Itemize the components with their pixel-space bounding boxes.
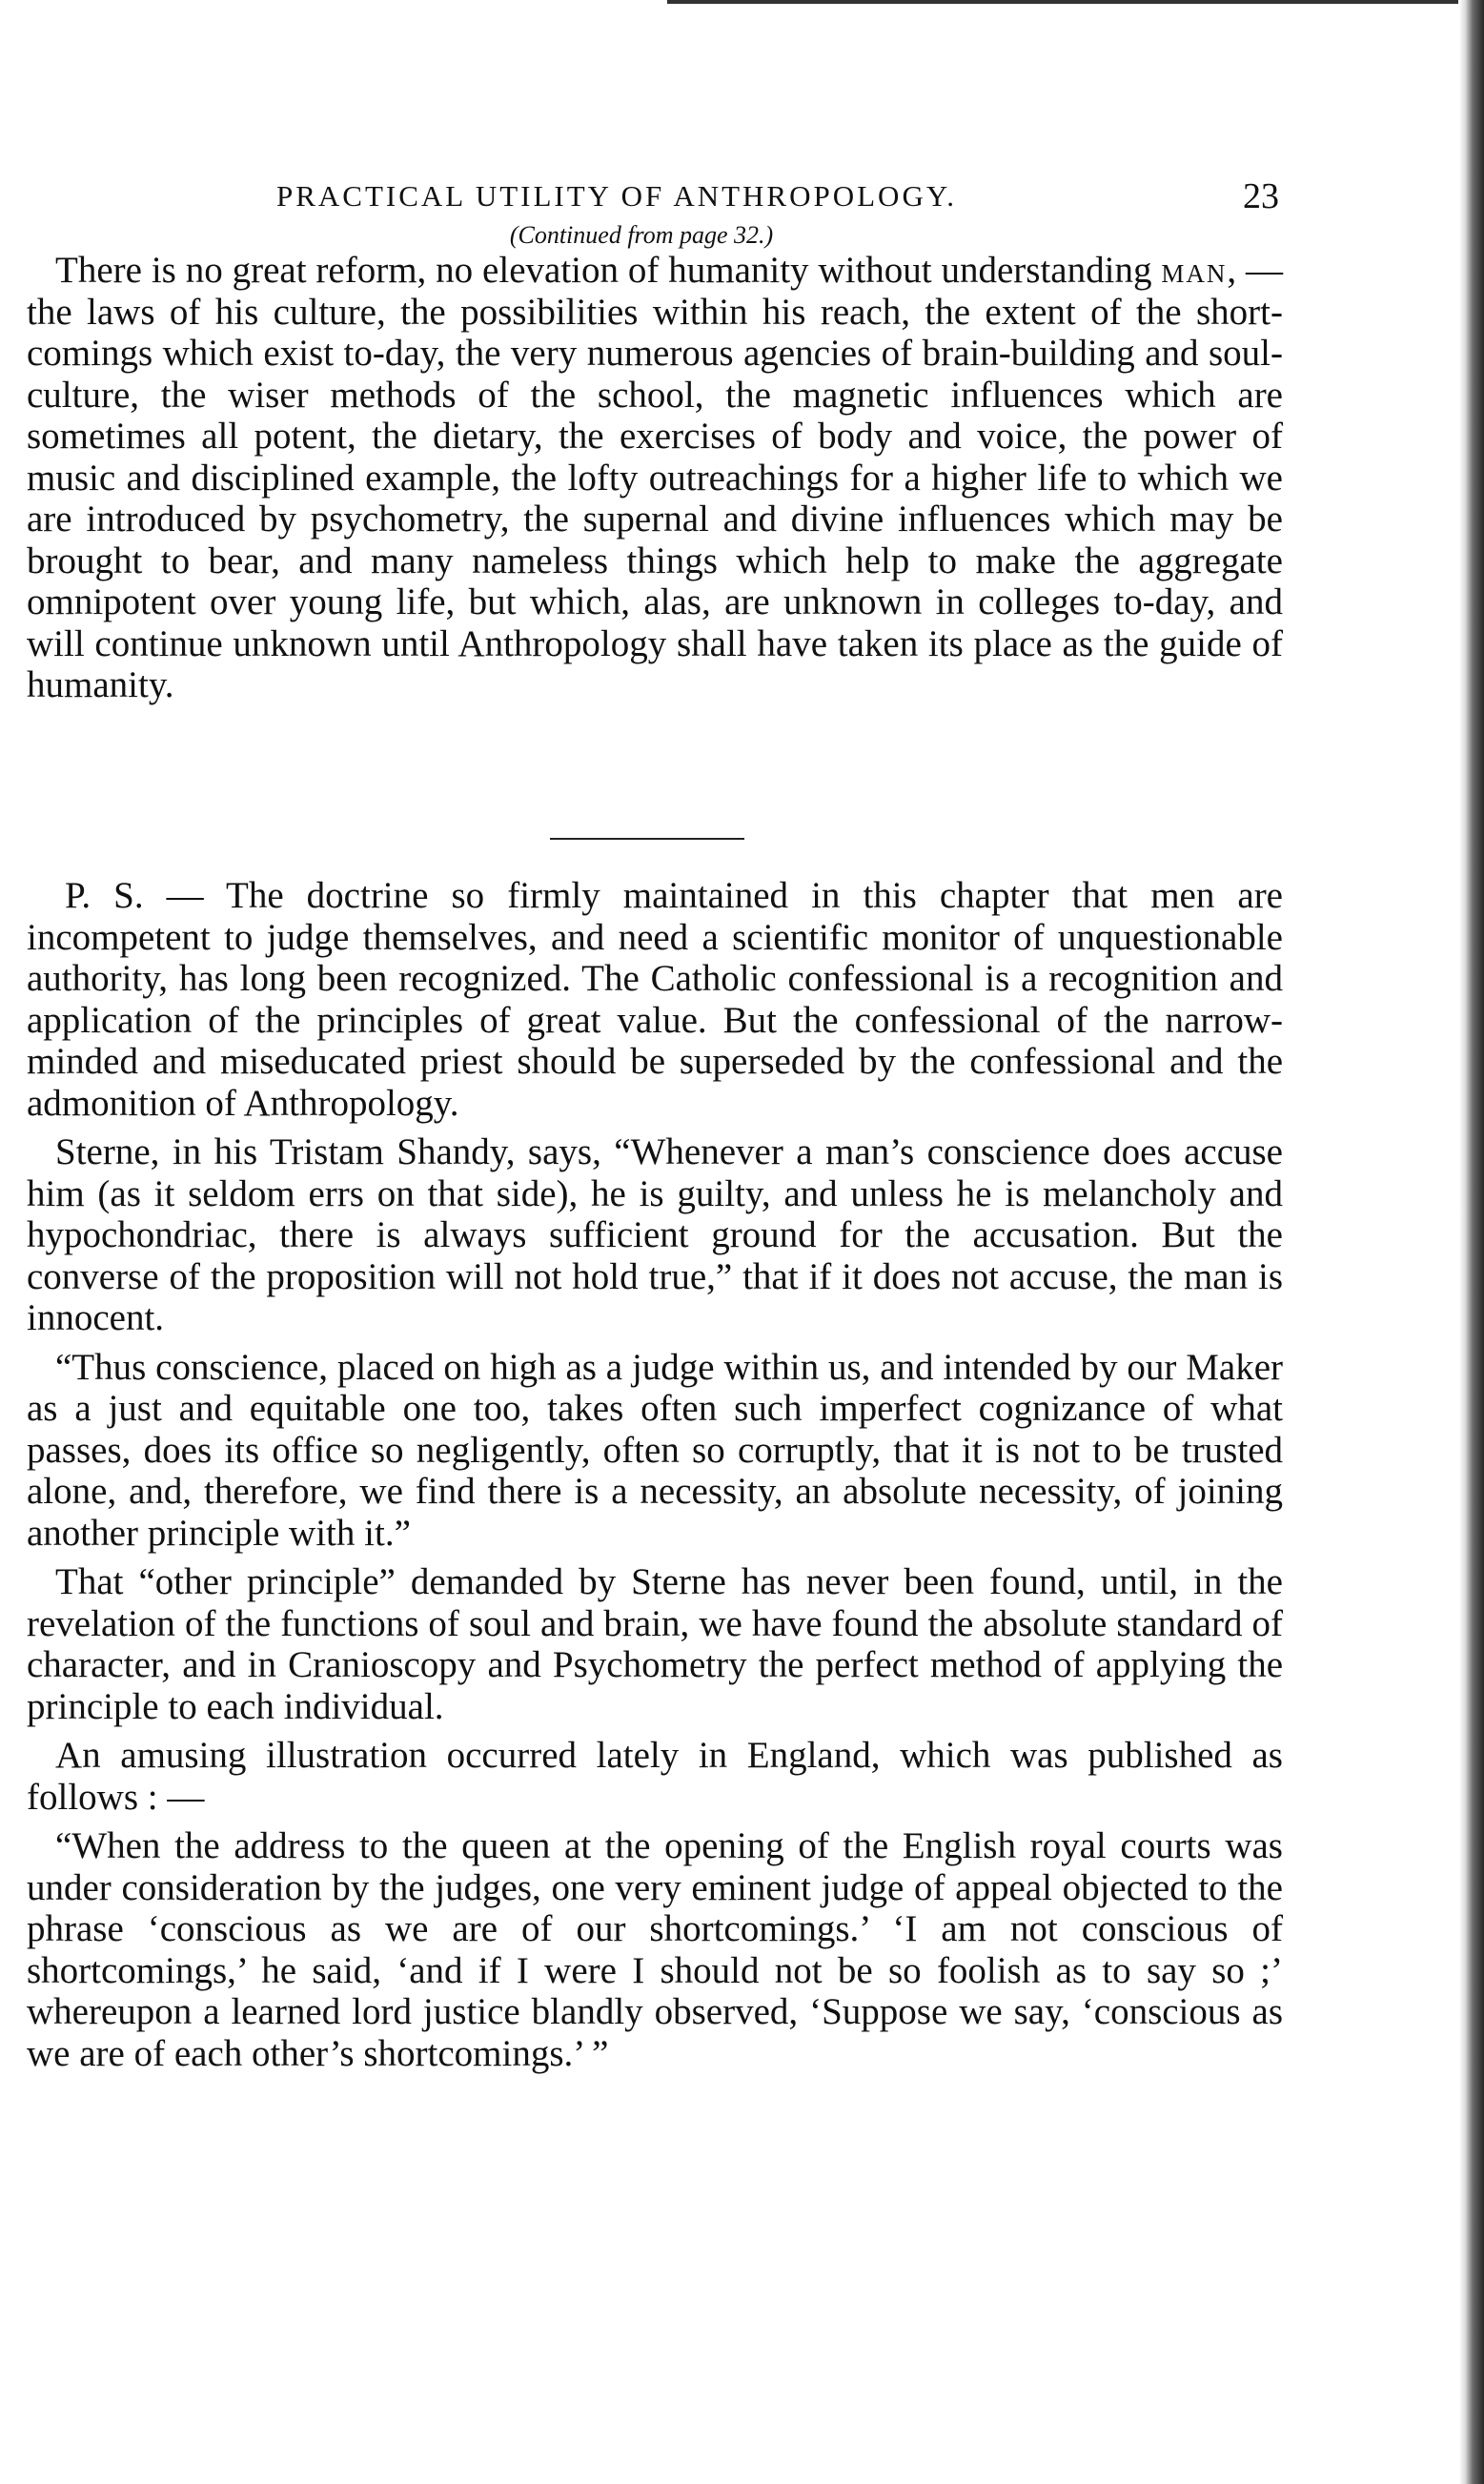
scan-edge-shadow xyxy=(1459,0,1484,2484)
paragraph xyxy=(27,250,1283,706)
illustration-intro-paragraph: An amusing illustration occurred lately in England, which was published as follows : — xyxy=(27,1735,1283,1818)
paragraph-text-end: , — the laws of his culture, the possibilities within his reach, the extent of the short-comings which exist to-day, the very numerous agencies of brain-building and soul-culture, the wiser methods of the school, the magnetic influences which are sometimes all potent, the dietary, the exercises of body and voice, the power of music and disciplined example, the lofty outreachings for a higher life to which we are introduced by psychometry, the supernal and divine influences which may be brought to bear, and many nameless things which help to make the aggregate omnipotent over young life, but which, alas, are unknown in colleges to-day, and will continue unknown until Anthropology shall have taken its place as the guide of humanity. xyxy=(27,250,1283,705)
main-text xyxy=(27,250,1283,706)
sterne-quote-paragraph: Sterne, in his Tristam Shandy, says, “Whenever a man’s conscience does accuse him (as it seldom errs on that side), he is guilty, and unless he is melancholy and hypochondriac, there is always sufficient ground for the accusation. But the converse of the proposition will not hold true,” that if it does not accuse, the man is innocent. xyxy=(27,1131,1283,1338)
page-number: 23 xyxy=(1243,176,1279,216)
paragraph-text-start: There is no great reform, no elevation of humanity without understanding xyxy=(55,250,1162,291)
top-border-rule xyxy=(667,0,1458,4)
continued-note: (Continued from page 32.) xyxy=(509,221,774,249)
postscript-paragraph: P. S. — The doctrine so firmly maintained in this chapter that men are incompetent to judge themselves, and need a scientific monitor of unquestionable authority, has long been recognized. The Catholic confessional is a recognition and application of the principles of great value. But the confessional of the narrow-minded and miseducated priest should be superseded by the confessional and the admonition of Anthropology. xyxy=(27,875,1283,1124)
section-separator xyxy=(550,838,744,840)
postscript xyxy=(27,875,1283,2082)
page-header xyxy=(0,176,1484,227)
small-caps-term: man xyxy=(1161,250,1228,291)
running-title: PRACTICAL UTILITY OF ANTHROPOLOGY. xyxy=(276,179,957,213)
conscience-quote-paragraph: “Thus conscience, placed on high as a judge within us, and intended by our Maker as a just and equitable one too, takes often such imperfect cognizance of what passes, does its office so negligently, often so corruptly, that it is not to be trusted alone, and, therefore, we find there is a necessity, an absolute necessity, of joining another principle with it.” xyxy=(27,1346,1283,1554)
other-principle-paragraph: That “other principle” demanded by Sterne has never been found, until, in the revelation of the functions of soul and brain, we have found the absolute standard of character, and in Cranioscopy and Psychometry the perfect method of applying the principle to each individual. xyxy=(27,1561,1283,1727)
anecdote-paragraph: “When the address to the queen at the opening of the English royal courts was under consideration by the judges, one very eminent judge of appeal objected to the phrase ‘conscious as we are of our shortcomings.’ ‘I am not conscious of shortcomings,’ he said, ‘and if I were I should not be so foolish as to say so ;’ whereupon a learned lord justice blandly observed, ‘Suppose we say, ‘conscious as we are of each other’s shortcomings.’ ” xyxy=(27,1825,1283,2074)
